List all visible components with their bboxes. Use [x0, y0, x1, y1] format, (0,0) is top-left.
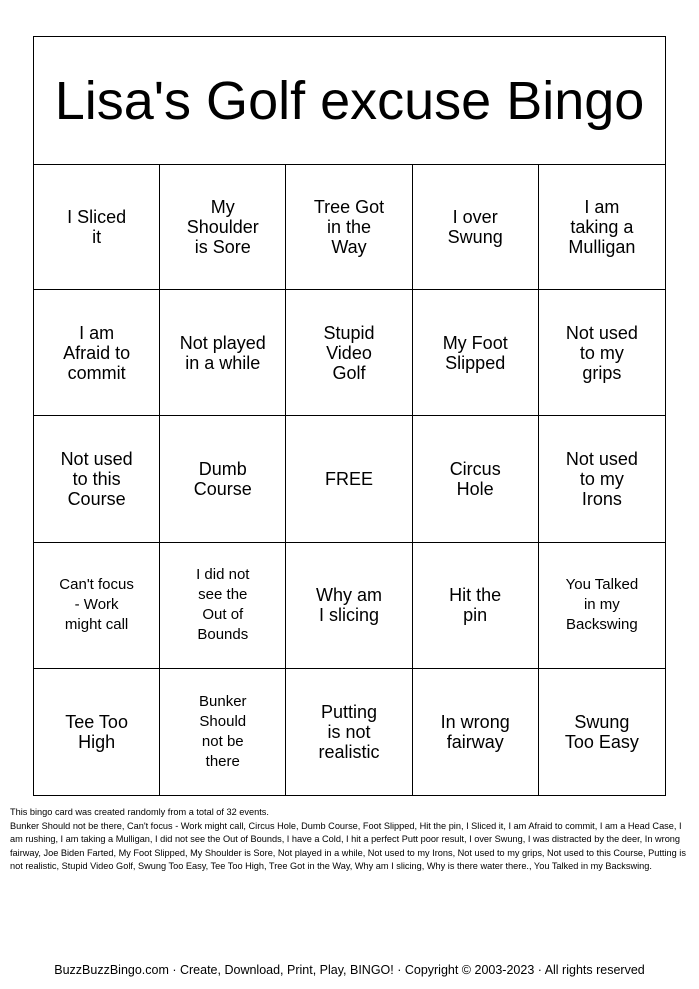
bingo-cell[interactable]	[34, 669, 160, 795]
notes-event-list: Bunker Should not be there, Can't focus - Work might call, Circus Hole, Dumb Course, Foot Slipped, Hit the pin, I Sliced it, I am Afraid to commit, I am a Head Case, I am rushing, I am taking a Mulligan, I did not see the Out of Bounds, I have a Cold, I hit a perfect Putt poor result, I over Swung, I was distracted by the deer, In wrong fairway, Joe Biden Farted, My Foot Slipped, My Shoulder is Sore, Not played in a while, Not used to my Irons, Not used to my grips, Not used to this Course, Putting is not realistic, Stupid Video Golf, Swung Too Easy, Tee Too High, Tree Got in the Way, Why am I slicing, Why is there water there., You Talked in my Backswing.	[10, 820, 686, 872]
bingo-cell[interactable]	[160, 290, 286, 416]
bingo-cell-text	[323, 323, 374, 383]
bingo-cell-line: Mulligan	[568, 236, 636, 257]
bingo-cell-line: Why am	[315, 585, 382, 606]
event-notes	[10, 806, 690, 874]
bingo-cell-text	[566, 449, 638, 509]
bingo-cell-line: Not played	[179, 332, 266, 353]
bingo-cell-line: Stupid	[323, 322, 375, 343]
bingo-cell-line: pin	[463, 605, 488, 626]
bingo-cell-line: My	[210, 196, 235, 217]
bingo-cell-text	[314, 197, 384, 257]
bingo-cell-text	[187, 197, 259, 257]
bingo-cell-line: to this	[72, 468, 121, 489]
bingo-cell-line: realistic	[318, 741, 380, 762]
bingo-cell-line: in the	[326, 216, 372, 237]
bingo-cell-line: Dumb	[198, 458, 247, 479]
bingo-cell-line: Not used	[60, 448, 133, 469]
bingo-cell-line: see the	[198, 586, 248, 604]
bingo-cell-line: might call	[64, 616, 129, 634]
bingo-cell-line: In wrong	[440, 711, 510, 732]
bingo-cell-text	[568, 197, 635, 257]
bingo-cell-line: Afraid to	[63, 342, 131, 363]
bingo-cell[interactable]	[286, 543, 412, 669]
bingo-cell[interactable]	[539, 416, 665, 542]
bingo-cell[interactable]	[413, 669, 539, 795]
bingo-cell-line: Tee Too	[65, 711, 128, 732]
bingo-cell-line: Backswing	[566, 616, 638, 634]
bingo-cell-line: Golf	[332, 362, 366, 383]
bingo-cell-line: I am	[79, 322, 115, 343]
bingo-cell-text	[65, 712, 128, 752]
bingo-cell[interactable]	[34, 416, 160, 542]
bingo-cell[interactable]	[34, 290, 160, 416]
bingo-cell-line: there	[205, 752, 240, 770]
bingo-cell-line: not be	[201, 732, 244, 750]
bingo-cell[interactable]	[539, 290, 665, 416]
bingo-cell-line: Circus	[449, 458, 501, 479]
bingo-cell-text	[448, 207, 503, 247]
bingo-cell-text	[59, 575, 134, 635]
bingo-cell[interactable]	[286, 669, 412, 795]
bingo-cell[interactable]	[413, 543, 539, 669]
bingo-cell-line: Course	[193, 478, 252, 499]
bingo-cell-text	[194, 459, 252, 499]
bingo-cell-text	[316, 585, 382, 625]
bingo-cell-text	[443, 333, 508, 373]
bingo-cell-text	[441, 712, 510, 752]
card-title: Lisa's Golf excuse Bingo	[54, 70, 645, 131]
bingo-cell-line: I am	[584, 196, 620, 217]
bingo-cell-line: taking a	[570, 216, 634, 237]
bingo-cell[interactable]	[413, 416, 539, 542]
bingo-cell-line: Video	[326, 342, 372, 363]
bingo-cell-line: My Foot	[442, 332, 508, 353]
bingo-cell-line: - Work	[74, 596, 119, 614]
bingo-cell-line: commit	[67, 362, 126, 383]
bingo-cell-line: Putting	[320, 701, 378, 722]
bingo-cell[interactable]	[160, 669, 286, 795]
bingo-cell-line: it	[92, 226, 102, 247]
bingo-cell-line: Not used	[565, 322, 638, 343]
bingo-cell-line: I Sliced	[67, 206, 127, 227]
notes-summary: This bingo card was created randomly from a total of 32 events.	[10, 807, 269, 817]
bingo-cell-line: to my	[579, 468, 624, 489]
bingo-cell-line: Not used	[565, 448, 638, 469]
page-footer: BuzzBuzzBingo.com · Create, Download, Print, Play, BINGO! · Copyright © 2003-2023 · All rights reserved	[54, 963, 645, 977]
bingo-cell-line: FREE	[324, 468, 373, 489]
bingo-cell-line: Swung	[574, 711, 630, 732]
bingo-cell-text	[565, 712, 639, 752]
bingo-cell-line: Should	[199, 712, 247, 730]
bingo-cell[interactable]	[160, 416, 286, 542]
bingo-cell[interactable]	[413, 290, 539, 416]
bingo-cell-text	[325, 469, 373, 489]
bingo-cell[interactable]	[539, 543, 665, 669]
bingo-cell-line: Swung	[447, 226, 503, 247]
bingo-cell-line: Can't focus	[59, 576, 134, 594]
bingo-card	[33, 36, 666, 796]
bingo-cell[interactable]	[286, 290, 412, 416]
bingo-cell-line: Slipped	[445, 352, 506, 373]
bingo-cell-text	[180, 333, 266, 373]
bingo-cell-text	[199, 692, 247, 772]
bingo-cell-text	[449, 585, 501, 625]
bingo-cell-line: I over	[452, 206, 498, 227]
bingo-cell-text	[566, 323, 638, 383]
bingo-cell-line: High	[78, 731, 116, 752]
bingo-cell[interactable]	[539, 164, 665, 290]
bingo-cell[interactable]	[160, 543, 286, 669]
bingo-cell-text	[450, 459, 501, 499]
bingo-cell-line: in my	[583, 596, 620, 614]
bingo-cell-line: fairway	[446, 731, 504, 752]
bingo-cell-line: You Talked	[565, 576, 639, 594]
bingo-cell[interactable]	[34, 164, 160, 290]
bingo-cell-line: is Sore	[194, 236, 251, 257]
bingo-cell-line: Shoulder	[186, 216, 259, 237]
bingo-cell-line: to my	[579, 342, 624, 363]
bingo-cell-line: Way	[331, 236, 367, 257]
bingo-cell-line: Irons	[581, 488, 622, 509]
bingo-cell-line: I slicing	[318, 605, 379, 626]
bingo-cell[interactable]	[160, 164, 286, 290]
bingo-cell-text	[566, 575, 639, 635]
bingo-cell[interactable]	[34, 543, 160, 669]
bingo-cell-line: grips	[582, 362, 622, 383]
bingo-cell[interactable]	[286, 416, 412, 542]
bingo-cell-line: I did not	[196, 566, 250, 584]
bingo-cell-line: Course	[67, 488, 126, 509]
bingo-cell-line: Hole	[456, 478, 494, 499]
bingo-cell-line: Out of	[202, 606, 244, 624]
bingo-cell-line: Bunker	[199, 692, 247, 710]
bingo-cell-text	[61, 449, 133, 509]
bingo-cell[interactable]	[413, 164, 539, 290]
bingo-cell[interactable]	[286, 164, 412, 290]
bingo-cell-line: Tree Got	[313, 196, 385, 217]
bingo-grid	[34, 164, 665, 795]
bingo-cell-text	[67, 207, 126, 247]
bingo-cell-text	[318, 702, 379, 762]
bingo-cell[interactable]	[539, 669, 665, 795]
bingo-cell-line: Too Easy	[564, 731, 639, 752]
bingo-cell-text	[63, 323, 130, 383]
bingo-cell-line: in a while	[185, 352, 261, 373]
bingo-cell-text	[196, 565, 249, 645]
bingo-cell-line: Hit the	[449, 585, 502, 606]
bingo-cell-line: Bounds	[197, 626, 249, 644]
title-box	[34, 37, 665, 165]
bingo-cell-line: is not	[327, 721, 371, 742]
